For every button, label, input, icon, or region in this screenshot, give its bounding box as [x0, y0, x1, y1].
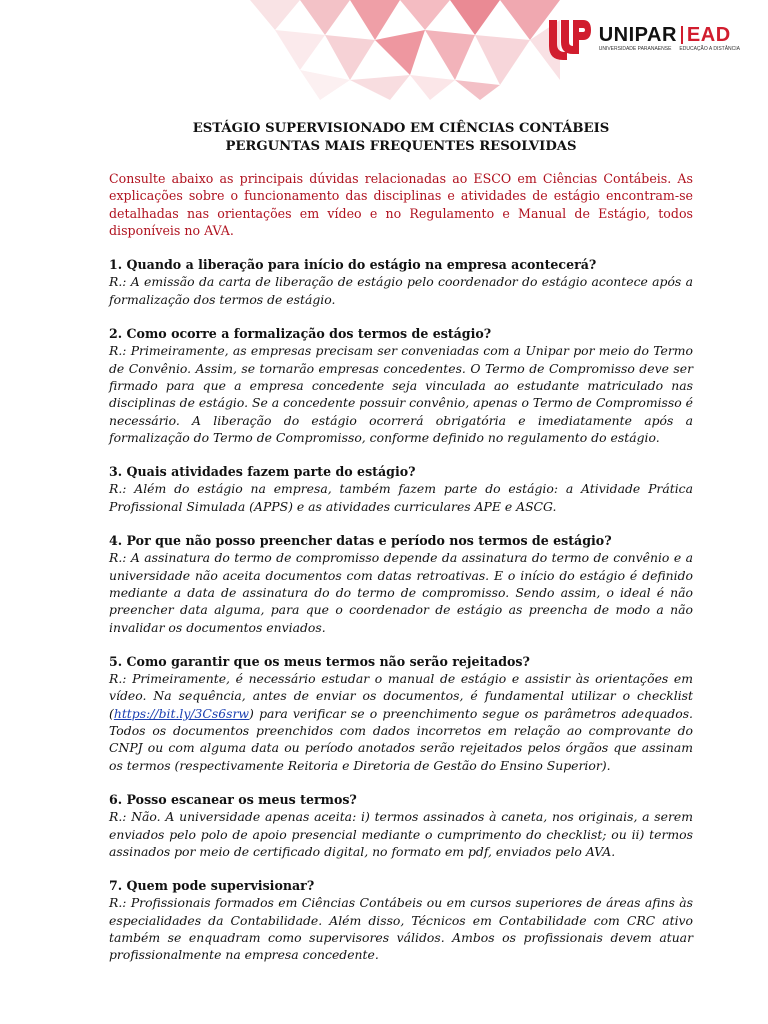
faq-item: [109, 256, 693, 308]
faq-answer: R.: A emissão da carta de liberação de estágio pelo coordenador do estágio acontece após a formalização dos termos de estágio.: [109, 274, 693, 307]
faq-question: 5. Como garantir que os meus termos não serão rejeitados?: [109, 653, 530, 669]
brand-suffix: EAD: [686, 23, 731, 46]
faq-answer-part: R.: Primeiramente, é necessário estudar o manual de estágio e assistir às orientações em vídeo. Na sequência, antes de enviar os documentos, é fundamental utilizar o checklist (: [109, 671, 693, 721]
document-title: [109, 120, 693, 156]
faq-answer: R.: Além do estágio na empresa, também fazem parte do estágio: a Atividade Prática Profissional Simulada (APPS) e as atividades curriculares APE e ASCG.: [109, 481, 693, 514]
faq-question: 2. Como ocorre a formalização dos termos de estágio?: [109, 326, 492, 342]
brand-sub-left: UNIVERSIDADE PARANAENSE: [598, 45, 672, 52]
header-band: [0, 0, 768, 100]
intro-paragraph: Consulte abaixo as principais dúvidas relacionadas ao ESCO em Ciências Contábeis. As explicações sobre o funcionamento das disciplinas e atividades de estágio encontram-se detalhadas nas orientações em vídeo e no Regulamento e Manual de Estágio, todos disponíveis no AVA.: [109, 171, 693, 238]
brand-name: UNIPAR: [598, 23, 677, 46]
faq-question: 1. Quando a liberação para início do estágio na empresa acontecerá?: [109, 257, 597, 273]
brand-sub-right: EDUCAÇÃO A DISTÂNCIA: [679, 45, 740, 52]
document-body: [109, 120, 693, 964]
brand-separator: [681, 26, 683, 44]
faq-answer: [109, 670, 693, 774]
title-line-1: ESTÁGIO SUPERVISIONADO EM CIÊNCIAS CONTÁBEIS: [192, 121, 610, 136]
faq-answer: R.: A assinatura do termo de compromisso depende da assinatura do termo de convênio e a universidade não aceita documentos com datas retroativas. E o início do estágio é definido mediante a data de assinatura do do termo de compromisso. Sendo assim, o ideal é não preencher data alguma, para que o coordenador de estágio as preencha de modo a não invalidar os documentos enviados.: [109, 550, 693, 635]
faq-answer: R.: Profissionais formados em Ciências Contábeis ou em cursos superiores de áreas afins às especialidades da Contabilidade. Além disso, Técnicos em Contabilidade com CRC ativo também se enquadram como supervisores válidos. Ambos os profissionais devem atuar profissionalmente na empresa concedente.: [109, 895, 693, 963]
faq-answer: R.: Não. A universidade apenas aceita: i) termos assinados à caneta, nos originais, a serem enviados pelo polo de apoio presencial mediante o cumprimento do checklist; ou ii) termos assinados por meio de certificado digital, no formato em pdf, enviados pelo AVA.: [109, 809, 693, 859]
faq-item: [109, 791, 693, 860]
unipar-ead-logo: [545, 14, 740, 62]
faq-item: [109, 532, 693, 636]
faq-item: [109, 653, 693, 774]
faq-answer-part: ) para verificar se o preenchimento segue os parâmetros adequados. Todos os documentos preenchidos com dados incorretos em relação ao comprovante do CNPJ ou com alguma data ou período anotados serão rejeitados pelos órgãos que assinam os termos (respectivamente Reitoria e Diretoria de Gestão do Ensino Superior).: [109, 705, 693, 773]
faq-item: [109, 877, 693, 963]
title-line-2: PERGUNTAS MAIS FREQUENTES RESOLVIDAS: [225, 139, 577, 154]
faq-answer: R.: Primeiramente, as empresas precisam ser conveniadas com a Unipar por meio do Termo de Convênio. Assim, se tornarão empresas concedentes. O Termo de Compromisso deve ser firmado para que a empresa concedente seja vinculada ao estudante matriculado nas disciplinas de estágio. Se a concedente possuir convênio, apenas o Termo de Compromisso é necessário. A liberação do estágio ocorrerá obrigatória e imediatamente após a formalização do Termo de Compromisso, conforme definido no regulamento do estágio.: [109, 343, 693, 445]
checklist-link[interactable]: https://bit.ly/3Cs6srw: [113, 705, 250, 721]
faq-question: 7. Quem pode supervisionar?: [109, 878, 315, 894]
faq-question: 6. Posso escanear os meus termos?: [109, 791, 357, 807]
faq-question: 4. Por que não posso preencher datas e período nos termos de estágio?: [109, 533, 612, 549]
triangle-pattern-decoration: [0, 0, 560, 100]
faq-question: 3. Quais atividades fazem parte do estágio?: [109, 464, 416, 480]
unipar-logo-mark-icon: [545, 14, 593, 62]
faq-item: [109, 463, 693, 515]
faq-item: [109, 325, 693, 446]
